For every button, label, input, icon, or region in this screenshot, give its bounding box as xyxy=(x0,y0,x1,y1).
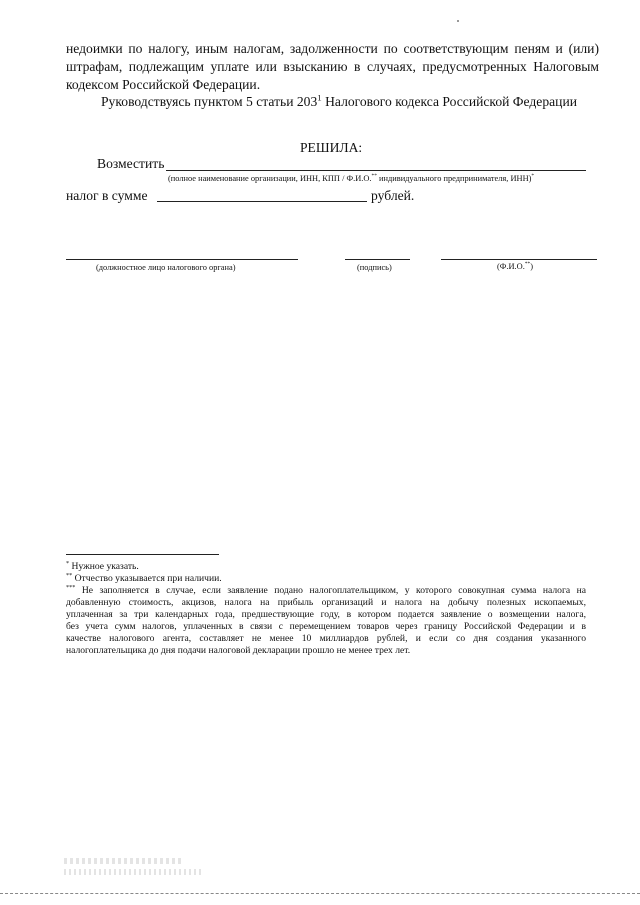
fio-caption-end: ) xyxy=(530,262,534,271)
guided-suffix: Налогового кодекса Российской Федерации xyxy=(321,94,577,109)
footnote-2-text: Отчество указывается при наличии. xyxy=(72,573,222,584)
fio-caption xyxy=(497,262,533,272)
scan-dot xyxy=(457,20,459,22)
footnote-3-line-4: без учета сумм налогов, уплаченных в связи с перемещением товаров через границу Российской Федерации и в xyxy=(66,621,586,632)
fio-caption-text: (Ф.И.О. xyxy=(497,262,525,271)
footnote-1-text: Нужное указать. xyxy=(69,561,139,572)
footnote-2 xyxy=(66,573,222,585)
decision-heading: РЕШИЛА: xyxy=(300,140,363,155)
official-caption: (должностное лицо налогового органа) xyxy=(96,263,236,272)
footnote-3-line-2: добавленную стоимость, акцизов, налога на прибыль организаций и налога на добычу полезных ископаемых, xyxy=(66,597,586,608)
reimburse-caption-text: (полное наименование организации, ИНН, КПП / Ф.И.О. xyxy=(168,174,372,183)
signature-caption: (подпись) xyxy=(357,263,392,272)
scan-artifact-1 xyxy=(64,858,184,864)
guided-by-statement xyxy=(101,93,577,110)
rubles-label: рублей. xyxy=(371,188,415,203)
tax-sum-label: налог в сумме xyxy=(66,188,148,203)
fio-fill-line xyxy=(441,259,597,260)
footnote-separator xyxy=(66,554,219,555)
guided-prefix: Руководствуясь пунктом 5 статьи 203 xyxy=(101,94,318,109)
footnote-2-mark: ** xyxy=(66,571,73,579)
scan-bottom-edge xyxy=(0,893,640,894)
footnote-3-line-6: налогоплательщика до дня подачи налоговой декларации прошло не менее трех лет. xyxy=(66,645,411,656)
article-superscript: 1 xyxy=(317,92,322,103)
official-fill-line xyxy=(66,259,298,260)
reimburse-fill-line xyxy=(166,170,586,171)
footnote-3-line-1 xyxy=(66,585,586,597)
footnote-3-line-5: качестве налогового агента, составляет не менее 10 миллиардов рублей, и если со дня создания указанного xyxy=(66,633,586,644)
paragraph-line-1: недоимки по налогу, иным налогам, задолженности по соответствующим пеням и (или) xyxy=(66,41,599,56)
footnote-1-mark: * xyxy=(66,559,70,567)
footnote-3-text-1: Не заполняется в случае, если заявление подано налогоплательщиком, у которого совокупная сумма налога на xyxy=(75,585,586,596)
reimburse-label: Возместить xyxy=(97,156,165,171)
reimburse-caption-end: индивидуального предпринимателя, ИНН) xyxy=(376,174,532,183)
footnote-1 xyxy=(66,561,139,573)
fio-caption-sup: ** xyxy=(524,261,531,268)
reimburse-caption xyxy=(168,174,534,184)
paragraph-line-3: кодексом Российской Федерации. xyxy=(66,77,261,92)
paragraph-line-2: штрафам, подлежащим уплате или взысканию в случаях, предусмотренных Налоговым xyxy=(66,59,599,74)
scan-artifact-2 xyxy=(64,869,204,875)
footnote-3-mark: *** xyxy=(66,583,76,591)
tax-sum-fill-line xyxy=(157,201,367,202)
footnote-3-line-3: уплаченная за три календарных года, предшествующие году, в котором подается заявление о возмещении налога, xyxy=(66,609,586,620)
reimburse-caption-sup: ** xyxy=(371,173,377,180)
signature-fill-line xyxy=(345,259,410,260)
reimburse-caption-sup2: * xyxy=(531,173,535,180)
